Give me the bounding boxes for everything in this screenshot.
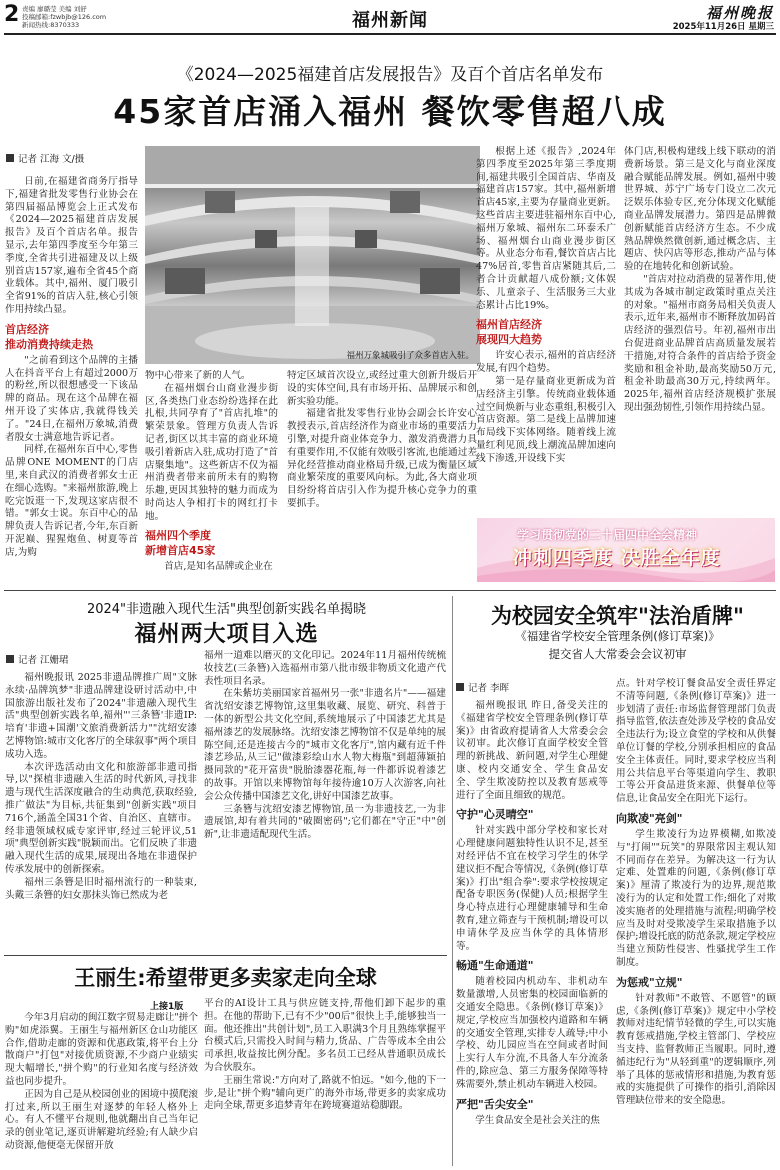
- paragraph: 在朱紫坊美丽国家首福州另一张"非遗名片"——福建省沈绍安漆艺博物馆,这里集收藏、展览、研究、科普于一体的新型公共文化空间,系统地展示了中国漆艺尤其是福州漆艺的发展脉络。沈绍安漆艺博物馆不仅是单纯的展陈空间,还是连接古今的"城市文化客厅",馆内藏有近千件漆艺珍品,从三记"做漆彩绘山水人物大梅瓶"到超薄颖拍摄同款的"花开富贵"脱胎漆器花瓶,每一件都诉说着漆艺的故事。开馆以来博物馆每年接待逾10万人次游客,向社会公众传播中国漆艺文化,讲好中国漆艺故事。: [204, 688, 446, 802]
- section-title: 福州新闻: [352, 10, 428, 31]
- header-rule: [4, 33, 776, 35]
- story1-col5: [624, 146, 776, 512]
- paragraph: 福建省批发零售行业协会副会长许安心教授表示,首店经济作为商业市场的重要活力引擎,对提升商业体竞争力、激发消费潜力具有重要作用,不仅能有效吸引客流,也能通过差异化经营推动商业格局升级,已成为衡量区域商业繁荣度的重要风向标。为此,各大商业项目纷纷将首店引入作为提升核心竞争力的重要抓手。: [287, 408, 477, 509]
- byline-marker: [456, 683, 464, 691]
- story3-col2: [204, 998, 446, 1165]
- paragraph: 随着校园内机动车、非机动车数量激增,人员密集的校园面临新的交通安全隐患。《条例(修订草案)》规定,学校应当加强校内道路和车辆的交通安全管理,实排专人疏导;中小学校、幼儿园应当在空间或者时间上实行人车分流,不具备人车分流条件的,除应急、第三方服务保障等特殊需要外,禁止机动车辆进入校园。: [456, 976, 608, 1090]
- paragraph: 在福州烟台山商业漫步街区,各类热门业态纷纷选择在此扎根,共同孕育了"首店扎堆"的繁荣景象。管理方负责人告诉记者,街区以其丰富的商业环境吸引着新店入驻,成功打造了"首店聚集地"。这些新店不仅为福州消费者带来前所未有的购物乐趣,更因其独特的魅力而成为时尚达人争相打卡的网红打卡地。: [145, 382, 278, 522]
- story1-col4: [476, 146, 616, 512]
- story4-col2: [616, 678, 776, 1166]
- story2-kicker: 2024"非遗融入现代生活"典型创新实践名单揭晓: [86, 602, 367, 617]
- paragraph: 日前,在福建省商务厅指导下,福建省批发零售行业协会在第四届福品博览会上正式发布《2024—2025福建首店发展报告》及百个首店名单。报告显示,去年第四季度至今年第三季度,全省共引进福建及以上级别首店157家,遍布全省45个商业载体。其中,福州、厦门吸引全省91%的首店入驻,核心引领作用持续凸显。: [5, 176, 138, 315]
- paragraph: 福州晚报讯 昨日,备受关注的《福建省学校安全管理条例(修订草案)》由省政府提请省人大常委会会议初审。此次修订直面学校安全管理的新挑战、新问题,对学生心理健康、校内交通安全、学生食品安全、学生欺凌防控以及教育惩戒等进行了全面且细致的规范。: [456, 700, 608, 801]
- subhead-text: 福州四个季度 新增首店45家: [145, 528, 216, 557]
- paragraph: 正因为自己是从校园创业的困境中摸爬滚打过来,所以王丽生对逐梦的年轻人格外上心。有人不懂平台规则,他就翻出自己当年记录的创业笔记,逐页讲解避坑经验;有人缺少启动资源,他便毫无保留开放: [5, 1088, 198, 1151]
- newspaper-logo: 福州晚报: [705, 4, 774, 22]
- page-header: [0, 0, 780, 34]
- editor-line: 新闻热线:8370333: [22, 21, 80, 29]
- story1-byline: [6, 151, 84, 165]
- story2-byline: [6, 652, 69, 666]
- paragraph: 体门店,积极构建线上线下联动的消费新场景。第三是文化与商业深度融合赋能品牌发展。例如,福州中骏世界城、苏宁广场专门设立二次元泛娱乐体验专区,充分体现文化赋能商业品牌发展潜力。第四是品牌微创新赋能首店经济方生态。不少成熟品牌焕然微创新,通过概念店、主题店、快闪店等形态,推动产品与体验的在地转化和创新试验。: [624, 146, 776, 273]
- subhead: 向欺凌"亮剑": [616, 811, 683, 825]
- paragraph: 点。针对学校订餐食品安全责任界定不清等问题,《条例(修订草案)》进一步划清了责任:市场监督管理部门负责指导监管,依法查处涉及学校的食品安全违法行为;设立食堂的学校和从供餐单位订餐的学校,分别承担相应的食品安全主体责任。同时,要求学校应当利用公共信息平台等渠道向学生、教职工等公开食品进货来源、供餐单位等信息,让食品安全在阳光下运行。: [616, 678, 776, 805]
- paragraph: 学生欺凌行为边界模糊,如欺凌与"打闹""玩笑"的界限常因主观认知不同而存在差异。为解决这一行为认定难、处置难的问题,《条例(修订草案)》厘清了欺凌行为的边界,规范欺凌行为的认定和处置工作;细化了对欺凌实施者的处理措施与流程;明确学校应当及时对受欺凌学生采取措施予以保护;增设托底的防范条款,规定学校应当建立预防性侵害、性骚扰学生工作制度。: [616, 828, 776, 968]
- story1-col1: [5, 176, 138, 583]
- subhead: 守护"心灵晴空": [456, 808, 534, 822]
- mall-photo: [145, 146, 480, 364]
- byline-marker: [6, 655, 14, 663]
- byline-marker: [6, 154, 14, 162]
- story3-headline: 王丽生:希望带更多卖家走向全球: [74, 966, 377, 990]
- paragraph: 福州一道难以磨灭的文化印记。2024年11月福州传统梳妆技艺(三条簪)入选福州市第八批市级非物质文化遗产代表性项目名录。: [204, 650, 446, 687]
- subhead: 为惩戒"立规": [616, 975, 683, 989]
- paragraph: 根据上述《报告》,2024年第四季度至2025年第三季度期间,福建共吸引全国首店、华南及福建首店157家。其中,福州新增首店45家,主要为存量商业更新。这些首店主要进驻福州东百中心,福州万象城、福州东二环泰禾广场、福州烟台山商业漫步街区等。从业态分布看,餐饮首店占比47%居首,零售首店紧随其后,二者合计贡献超八成份额;文体娱乐、儿童亲子、生活服务三大业态累计占比19%。: [476, 146, 616, 311]
- story2-col2: [204, 650, 446, 950]
- subhead: 畅通"生命通道": [456, 959, 534, 973]
- paragraph: "首店对拉动消费的显著作用,使其成为各城市制定政策时重点关注的对象。"福州市商务局相关负责人表示,近年来,福州市不断释放加码首店经济的强烈信号。年初,福州市出台促进商业品牌首店高质量发展若干措施,对符合条件的首店给予资金奖励和租金补助,最高奖励50万元,租金补助最高30万元,持续两年。2025年,福州首店经济规模扩张展现出强劲韧性,引领作用持续凸显。: [624, 273, 776, 413]
- editor-line: 责编 廖璐莹 美编 刘舒: [22, 5, 87, 13]
- story2-headline: 福州两大项目入选: [134, 622, 319, 647]
- paragraph: 福州晚报讯 2025非遗品牌推广周"文脉永续·品牌筑梦"非遗品牌建设研讨活动中,中国旅游出版社发布了2024"非遗融入现代生活"典型创新实践名单,福州"'三条簪'非遗IP:培育'非遗+国潮'文旅消费新活力""沈绍安漆艺博物馆:城市文化客厅的全球叙事"两个项目成功入选。: [5, 672, 197, 760]
- paragraph: 物中心带来了新的人气。: [145, 370, 251, 381]
- section-divider: [4, 590, 776, 591]
- subhead: 严把"舌尖安全": [456, 1097, 534, 1111]
- byline-text: 记者 江姗珺: [18, 655, 69, 666]
- paragraph: 特定区域首次设立,或经过重大创新升级后开设的实体空间,具有市场开拓、品牌展示和创新实验功能。: [287, 370, 477, 407]
- byline-text: 记者 李晖: [468, 683, 510, 694]
- story1-col2: [145, 370, 278, 583]
- paragraph: 平台的AI设计工具与供应链支持,帮他们卸下起步的重担。在他的帮助下,已有不少"00后"很快上手,能够独当一面。他还推出"共创计划",员工入职满3个月且熟练掌握平台模式后,只需投入时间与精力,货品、广告等成本全由公司承担,收益按比例分配。多名员工已经从普通职员成长为合伙股东。: [204, 998, 446, 1073]
- page-number: 2: [4, 2, 20, 27]
- paragraph: 三条簪与沈绍安漆艺博物馆,虽一为非遗技艺,一为非遗展馆,却有着共同的"破圈密码";它们都在"守正"中"创新",让非遗适配现代生活。: [204, 803, 446, 841]
- paragraph: 本次评选活动由文化和旅游部非遗司指导,以"探植非遗融入生活的时代新风,寻找非遗与现代生活深度融合的生动典范,获取经验,推广做法"为目标,共征集到"创新实践"项目716个,涵盖全国31个省、自治区、直辖市。经非遗领域权威专家评审,经过三轮评议,51项"典型创新实践"脱颖而出。它们反映了非遗融入现代生活的成果,展现出各地在非遗保护传承发展中的创新探索。: [5, 761, 197, 875]
- story1-kicker: 《2024—2025福建首店发展报告》及百个首店名单发布: [176, 65, 604, 85]
- story1-col3: [287, 370, 477, 583]
- story3-continued: 上接1版: [150, 1002, 184, 1012]
- story4-byline: [456, 680, 509, 694]
- section-divider: [4, 955, 447, 956]
- paragraph: 针对实践中部分学校和家长对心理健康问题独特性认识不足,甚至对经评估不宜在校学习学生的休学建议拒不配合等情况,《条例(修订草案)》打出"组合拳":要求学校按规定配备专职医务(保健)人员;根据学生身心特点进行心理健康辅导和生命教育,建立筛查与干预机制;增设可以申请休学及应当休学的具体情形等。: [456, 825, 608, 952]
- subhead: [145, 528, 278, 558]
- subhead-text: 首店经济 推动消费持续走热: [5, 322, 93, 351]
- banner-line2: 冲刺四季度 决胜全年度: [513, 547, 721, 569]
- story4-subhead1: 《福建省学校安全管理条例(修订草案)》: [515, 629, 720, 643]
- subhead-text: 福州首店经济 展现四大趋势: [476, 318, 542, 347]
- paragraph: 首店,是知名品牌或企业在: [164, 560, 273, 572]
- subhead: [476, 317, 616, 347]
- paragraph: 针对教师"不敢管、不愿管"的顾虑,《条例(修订草案)》规定中小学校教师对违纪情节轻微的学生,可以实施教育惩戒措施,学校主管部门、学校应当支持、监督教师正当履职。同时,遵循违纪行为"从轻到重"的逻辑顺序,列举了具体的惩戒情形和措施,为教育惩戒的实施提供了可操作的指引,消除因管理缺位带来的安全隐患。: [616, 992, 776, 1107]
- mall-photo-image: [145, 146, 480, 364]
- photo-caption: 福州万象城吸引了众多首店入驻。: [346, 351, 474, 361]
- story4-headline: 为校园安全筑牢"法治盾牌": [491, 604, 744, 628]
- subhead: [5, 322, 138, 352]
- paragraph: 同样,在福州东百中心,零售品牌ONE MOMENT的门店里,来自武汉的消费者郭女士正在细心选购。"来福州旅游,晚上吃完饭逛一下,发现这家店很不错。"郭女士说。东百中心的品牌负责人告诉记者,今年,东百新开泥巅、猩猩炮鱼、树夏等首店,为购: [5, 444, 138, 558]
- paragraph: 今年3月启动的闽江数字贸易走廊让"拼个购"如虎添翼。王丽生与福州新区仓山功能区合作,借助走廊的资源和优惠政策,将平台上分散商户"打包"对接优质资源,不少商户业绩实现大幅增长,"拼个购"的行业知名度与经济效益也同步提升。: [5, 1012, 198, 1087]
- column-divider: [452, 596, 453, 1166]
- story2-col1: [5, 672, 197, 950]
- paragraph: 第一是存量商业更新成为首店经济主引擎。传统商业载体通过空间焕新与业态重组,积极引入首店资源。第二是线上品牌加速布局线下实体网络。随着线上流量红利见顶,线上潮流品牌加速向线下渗透,开设线下实: [476, 375, 616, 464]
- editor-line: 投稿邮箱:fzwbjb@126.com: [22, 13, 107, 21]
- story4-col1: [456, 700, 608, 1166]
- paragraph: "之前看到这个品牌的主播人在抖音平台上有超过2000万的粉丝,所以很想感受一下该品牌的商品。现在这个品牌在福州开设了实体店,我就得钱关了。"24日,在福州万象城,消费者殷女士满意地告诉记者。: [5, 354, 138, 443]
- paragraph: 学生食品安全是社会关注的焦: [475, 1114, 600, 1126]
- paragraph: 许安心表示,福州的首店经济发展,有四个趋势。: [476, 350, 616, 375]
- banner-line1: 学习贯彻党的二十届四中全会精神: [517, 528, 698, 542]
- byline-text: 记者 江海 文/摄: [18, 154, 85, 165]
- story1-headline: 45家首店涌入福州 餐饮零售超八成: [113, 92, 667, 131]
- paragraph: 王丽生常说:"方向对了,路就不怕远。"如今,他的下一步,是让"拼个购"辅向更广的海外市场,带更多的卖家成功走向全球,帮更多追梦青年在跨境赛道站稳脚跟。: [204, 1074, 446, 1112]
- issue-date: 2025年11月26日 星期三: [672, 22, 774, 32]
- paragraph: 福州三条簪是旧时福州流行的一种装束,头戴三条簪的妇女那抹头饰已然成为老: [5, 876, 197, 901]
- story4-subhead2: 提交省人大常委会会议初审: [548, 647, 687, 661]
- story3-col1: [5, 1012, 198, 1165]
- campaign-banner: [477, 518, 775, 582]
